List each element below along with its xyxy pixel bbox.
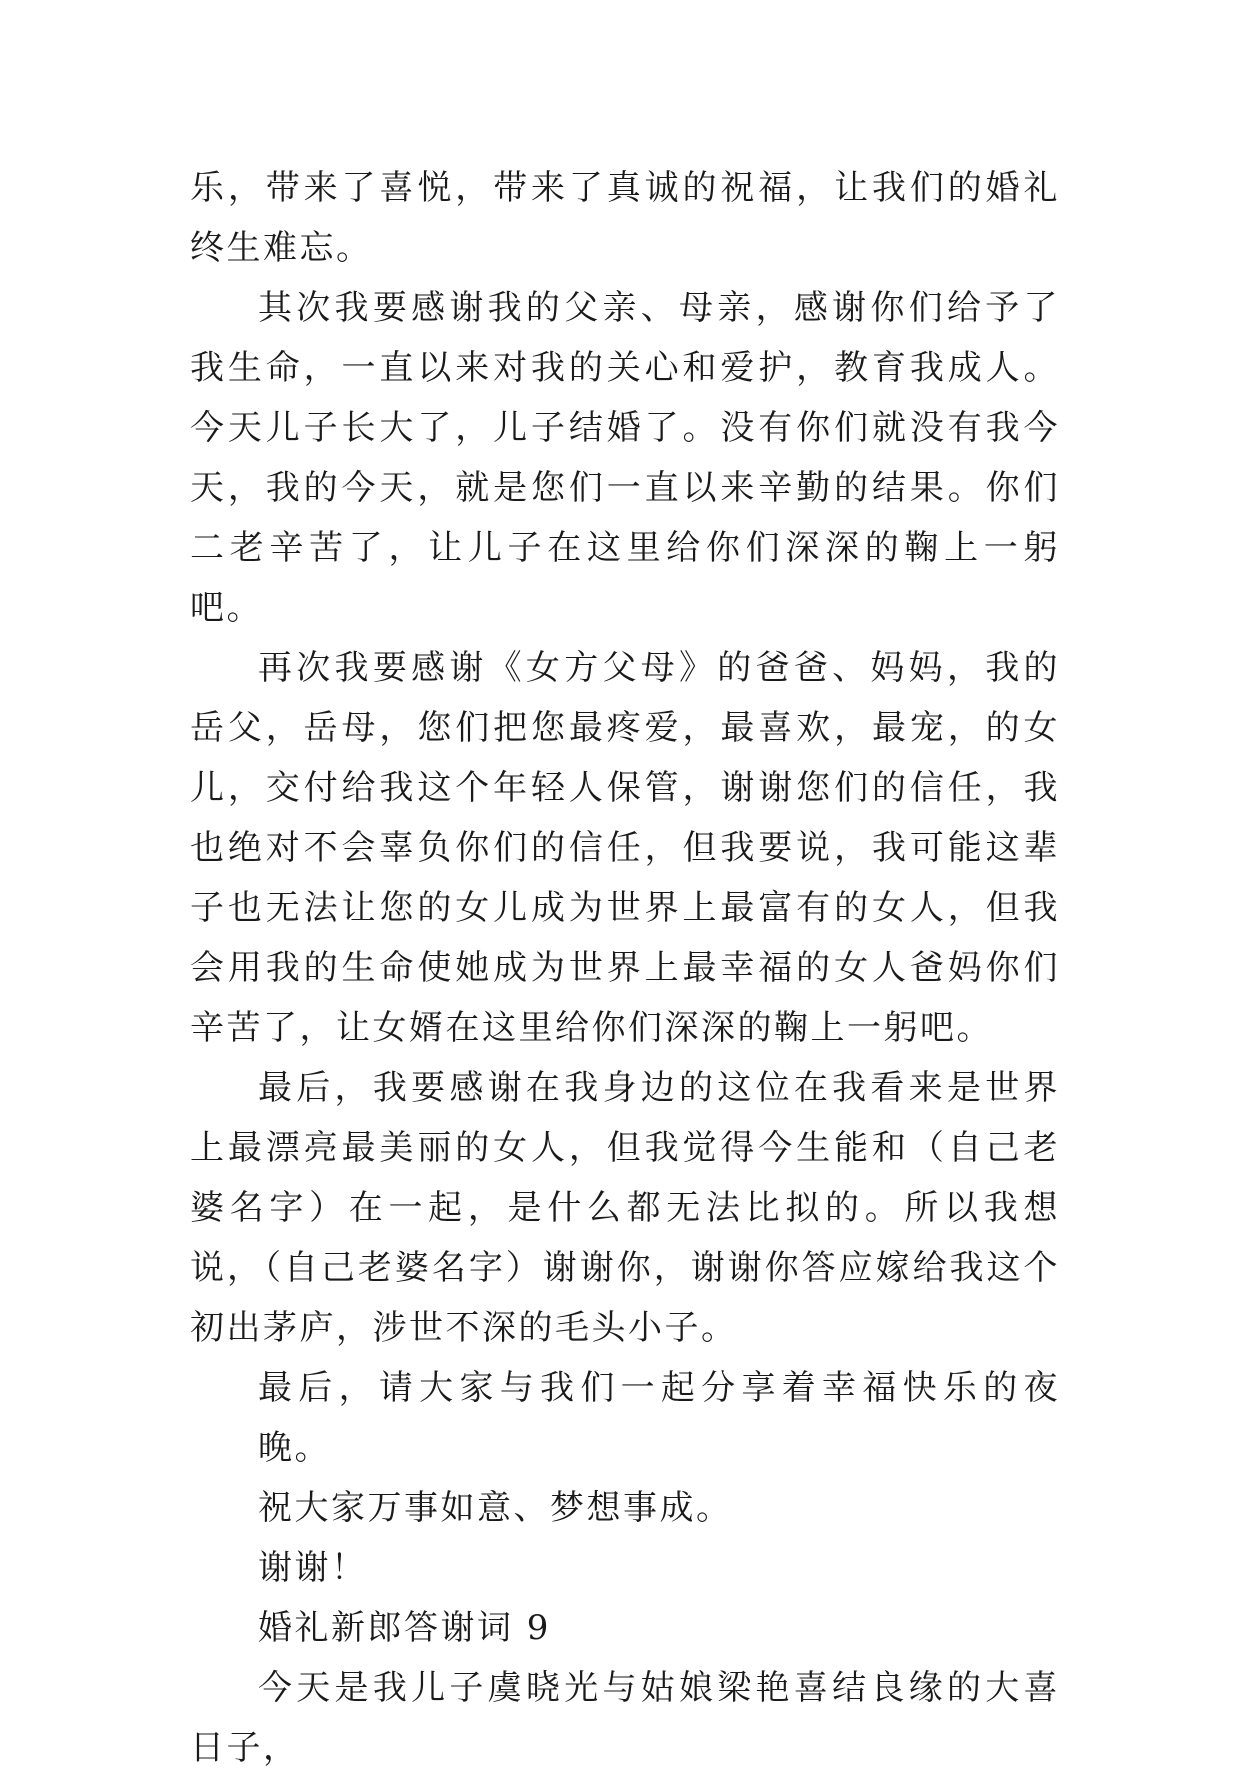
paragraph-wishes: 祝大家万事如意、梦想事成。 — [258, 1488, 733, 1528]
paragraph-continuation: 乐，带来了喜悦，带来了真诚的祝福，让我们的婚礼终生难忘。 — [190, 168, 1060, 268]
section-heading: 婚礼新郎答谢词 9 — [258, 1608, 551, 1648]
paragraph-thank-you: 谢谢！ — [258, 1548, 368, 1588]
paragraph-thanks-parents: 其次我要感谢我的父亲、母亲，感谢你们给予了我生命，一直以来对我的关心和爱护，教育我成人。今天儿子长大了，儿子结婚了。没有你们就没有我今天，我的今天，就是您们一直以来辛勤的结果。你们二老辛苦了，让儿子在这里给你们深深的鞠上一躬吧。 — [190, 288, 1060, 628]
paragraph-thanks-bride: 最后，我要感谢在我身边的这位在我看来是世界上最漂亮最美丽的女人，但我觉得今生能和（自己老婆名字）在一起，是什么都无法比拟的。所以我想说，（自己老婆名字）谢谢你，谢谢你答应嫁给我这个初出茅庐，涉世不深的毛头小子。 — [190, 1068, 1060, 1348]
paragraph-thanks-in-laws: 再次我要感谢《女方父母》的爸爸、妈妈，我的岳父，岳母，您们把您最疼爱，最喜欢，最宠，的女儿，交付给我这个年轻人保管，谢谢您们的信任，我也绝对不会辜负你们的信任，但我要说，我可能这辈子也无法让您的女儿成为世界上最富有的女人，但我会用我的生命使她成为世界上最幸福的女人爸妈你们辛苦了，让女婿在这里给你们深深的鞠上一躬吧。 — [190, 648, 1060, 1048]
paragraph-new-speech-start: 今天是我儿子虞晓光与姑娘梁艳喜结良缘的大喜日子， — [190, 1668, 1060, 1768]
paragraph-share-evening: 最后，请大家与我们一起分享着幸福快乐的夜晚。 — [258, 1368, 1060, 1468]
document-body — [190, 158, 1060, 1778]
